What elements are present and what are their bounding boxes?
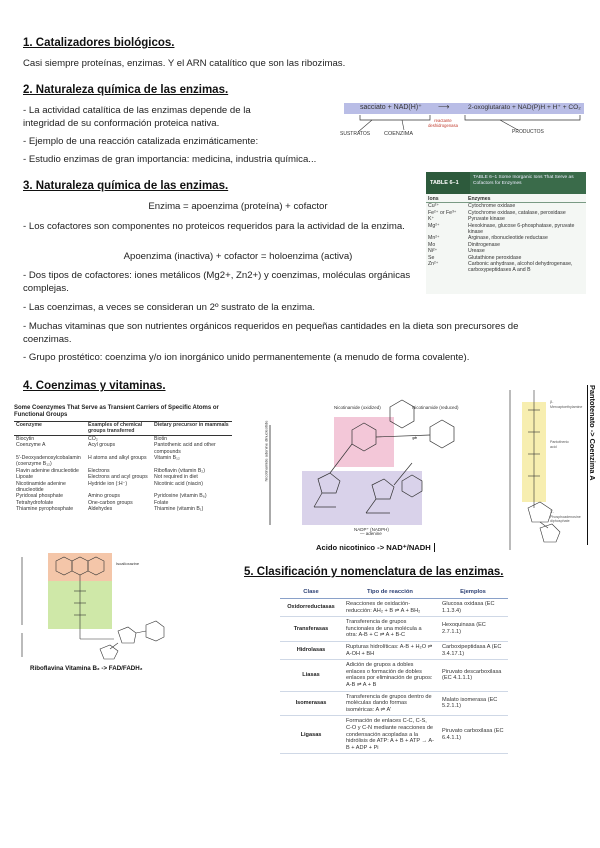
ion-enzyme-cell: Urease xyxy=(468,248,485,255)
class-reaction-cell: Rupturas hidrolíticas: A-B + H₂O ⇌ A-OH + BH xyxy=(342,641,438,659)
coenzyme-precursor-cell: Biotin xyxy=(154,435,167,442)
fad-structure xyxy=(18,553,188,665)
coenzyme-head-precursor: Dietary precursor in mammals xyxy=(154,422,229,428)
class-class-cell: Hidrolasas xyxy=(280,641,342,659)
section-2-title: 2. Naturaleza química de las enzimas. xyxy=(23,84,229,96)
s3-equation-2: Apoenzima (inactiva) + cofactor = holoenzima (activa) xyxy=(123,251,353,262)
s3-paragraph-2: - Dos tipos de cofactores: iones metálicos (Mg2+, Zn2+) y coenzimas, moléculas orgánicas complejas. xyxy=(23,270,411,294)
reaction-label-substrates: SUSTRATOS xyxy=(340,131,371,137)
coa-part-1: β-Mercaptoethylamine xyxy=(550,400,583,409)
class-reaction-cell: Transferencia de grupos funcionales de una molécula a otra: A-B + C ⇌ A + B-C xyxy=(342,617,438,642)
coa-part-2: Pantothenic acid xyxy=(550,440,569,449)
class-row xyxy=(280,716,508,754)
svg-text:— adenine: — adenine xyxy=(360,531,382,536)
coenzyme-group-cell: Electrons and acyl groups xyxy=(88,474,148,481)
class-row xyxy=(280,599,508,617)
coenzyme-precursor-cell: Pyridoxine (vitamin B₆) xyxy=(154,493,207,500)
ion-enzyme-cell: Cytochrome oxidase xyxy=(468,203,516,210)
nad-caption: Acido nicotinico -> NAD⁺/NADH xyxy=(316,543,435,552)
coenzyme-head-name: Coenzyme xyxy=(16,422,42,428)
coenzyme-precursor-cell: Riboflavin (vitamin B₂) xyxy=(154,467,206,474)
reaction-label-red: reactante deshidrogenasa xyxy=(428,118,458,128)
section-1-text: Casi siempre proteínas, enzimas. Y el ARN catalítico que son las ribozimas. xyxy=(23,58,346,69)
ion-ion-cell: K⁺ xyxy=(428,216,435,223)
class-row xyxy=(280,660,508,691)
reaction-right: 2-oxoglutarato + NAD(P)H + H⁺ + CO₂ xyxy=(468,104,581,111)
class-example-cell: Malato isomerasa (EC 5.2.1.1) xyxy=(438,691,508,716)
ion-enzyme-cell: Hexokinase, glucose 6-phosphatase, pyruvate kinase xyxy=(468,222,575,236)
coenzyme-name-cell: Biocytin xyxy=(16,435,35,442)
nad-reduced-label: Nicotinamide (reduced) xyxy=(412,405,459,410)
reaction-brackets xyxy=(340,100,588,140)
ion-enzyme-cell: Cytochrome oxidase, catalase, peroxidase xyxy=(468,209,566,216)
section-3-title: 3. Naturaleza química de las enzimas. xyxy=(23,180,229,192)
coenzyme-group-cell: Hydride ion (:H⁻) xyxy=(88,480,128,487)
class-example-cell: Piruvato carboxilasa (EC 6.4.1.1) xyxy=(438,716,508,754)
class-head-class: Clase xyxy=(280,586,342,599)
class-row xyxy=(280,617,508,642)
coenzyme-name-cell: Pyridoxal phosphate xyxy=(16,493,64,500)
coenzyme-name-cell: Flavin adenine dinucleotide xyxy=(16,467,79,474)
s2-bullet-2: - Ejemplo de una reacción catalizada enzimáticamente: xyxy=(23,136,259,147)
coenzyme-row xyxy=(14,435,232,442)
ion-enzyme-cell: Glutathione peroxidase xyxy=(468,254,522,261)
s3-paragraph-5: - Grupo prostético: coenzima y/o ion inorgánico unido permanentemente (a menudo de forma covalente). xyxy=(23,352,470,363)
coenzyme-row xyxy=(14,481,232,494)
reaction-figure xyxy=(340,100,588,140)
ion-ion-cell: Se xyxy=(428,254,435,261)
ion-enzyme-cell: Dinitrogenase xyxy=(468,241,501,248)
ion-table-caption: TABLE 6–1 Some Inorganic Ions That Serve as Cofactors for Enzymes xyxy=(470,172,586,194)
coenzyme-name-cell: 5'-Deoxyadenosylcobalamin (coenzyme B₁₂) xyxy=(16,455,81,468)
classification-table xyxy=(280,586,508,754)
class-row xyxy=(280,641,508,659)
class-row xyxy=(280,691,508,716)
class-example-cell: Carboxipeptidasa A (EC 3.4.17.1) xyxy=(438,641,508,659)
svg-text:⇌: ⇌ xyxy=(412,436,418,442)
section-5-title: 5. Clasificación y nomenclatura de las enzimas. xyxy=(244,566,504,578)
s3-paragraph-4: - Muchas vitaminas que son nutrientes orgánicos requeridos en pequeñas cantidades en la dieta son precursores de coenzimas. xyxy=(23,321,519,345)
coenzyme-precursor-cell: Pantothenic acid and other compounds xyxy=(154,442,216,455)
ion-head-ions: Ions xyxy=(428,196,439,202)
coenzyme-table-head xyxy=(14,422,232,436)
coenzyme-precursor-cell: Not required in diet xyxy=(154,474,198,481)
coenzyme-name-cell: Lipoate xyxy=(16,474,34,481)
coenzyme-row xyxy=(14,442,232,455)
s2-bullet-1: - La actividad catalítica de las enzimas depende de la xyxy=(23,105,251,116)
classification-table-block xyxy=(280,586,508,751)
coenzyme-name-cell: Tetrahydrofolate xyxy=(16,499,54,506)
coenzyme-group-cell: CO₂ xyxy=(88,435,98,442)
reaction-left: sacciato + NAD(H)⁺ xyxy=(360,104,422,111)
ion-ion-cell: Ni²⁺ xyxy=(428,248,438,255)
class-head-reaction: Tipo de reacción xyxy=(342,586,438,599)
class-example-cell: Piruvato descarboxilasa (EC 4.1.1.1) xyxy=(438,660,508,691)
ion-enzyme-cell: Arginase, ribonucleotide reductase xyxy=(468,235,548,242)
ion-ion-cell: Cu²⁺ xyxy=(428,203,440,210)
coenzyme-group-cell: One-carbon groups xyxy=(88,499,133,506)
s3-equation-1: Enzima = apoenzima (proteína) + cofactor xyxy=(148,201,328,212)
class-reaction-cell: Adición de grupos a dobles enlaces o formación de dobles enlaces por eliminación de grupos: A-B ⇌ A + B xyxy=(342,660,438,691)
class-class-cell: Isomerasas xyxy=(280,691,342,716)
coenzyme-precursor-cell: Vitamin B₁₂ xyxy=(154,455,180,462)
ion-ion-cell: Fe²⁺ or Fe³⁺ xyxy=(428,209,457,216)
class-reaction-cell: Transferencia de grupos dentro de moléculas dando formas isoméricas: A ⇌ A' xyxy=(342,691,438,716)
coenzyme-precursor-cell: Nicotinic acid (niacin) xyxy=(154,480,204,487)
reaction-arrow: ⟶ xyxy=(438,102,450,111)
s3-paragraph-1: - Los cofactores son componentes no proteicos requeridos para la actividad de la enzima. xyxy=(23,221,405,232)
ion-ion-cell: Mg²⁺ xyxy=(428,222,440,229)
coenzyme-precursor-cell: Thiamine (vitamin B₁) xyxy=(154,506,204,513)
coenzyme-table xyxy=(14,421,232,513)
coa-part-3: 3'-Phosphoadenosine diphosphate xyxy=(550,510,581,523)
coenzyme-name-cell: Thiamine pyrophosphate xyxy=(16,506,74,513)
class-reaction-cell: Reacciones de oxidación-reducción: AH₂ + B ⇌ A + BH₂ xyxy=(342,599,438,617)
ion-cofactor-table xyxy=(426,172,586,294)
class-class-cell: Transferasas xyxy=(280,617,342,642)
nad-foot-label: NADP⁺ (NADPH) xyxy=(354,527,389,532)
coenzyme-row xyxy=(14,455,232,468)
ion-row xyxy=(426,223,586,236)
coenzyme-head-groups: Examples of chemical groups transferred xyxy=(88,422,143,435)
ion-head-enzymes: Enzymes xyxy=(468,196,491,202)
ion-ion-cell: Zn²⁺ xyxy=(428,261,439,268)
coenzyme-group-cell: Aldehydes xyxy=(88,506,113,513)
reaction-label-coenzyme: COENZIMA xyxy=(384,131,414,137)
coa-caption: Pantotenato -> Coenzima A xyxy=(587,385,597,545)
coenzyme-group-cell: Electrons xyxy=(88,467,110,474)
ion-enzyme-cell: Carbonic anhydrase, alcohol dehydrogenase, carboxypeptidases A and B xyxy=(468,261,573,274)
class-class-cell: Ligasas xyxy=(280,716,342,754)
class-class-cell: Liasas xyxy=(280,660,342,691)
s3-paragraph-3: - Las coenzimas, a veces se consideran un 2º sustrato de la enzima. xyxy=(23,302,316,313)
nad-figure xyxy=(262,385,497,555)
coenzyme-name-cell: Nicotinamide adenine dinucleotide xyxy=(16,480,66,494)
coenzyme-name-cell: Coenzyme A xyxy=(16,442,46,449)
nad-side-label: Nicotinamide adenine dinucleotide xyxy=(263,420,269,482)
nad-oxidized-label: Nicotinamide (oxidized) xyxy=(334,405,381,410)
class-head-examples: Ejemplos xyxy=(438,586,508,599)
coa-figure xyxy=(500,380,596,558)
class-reaction-cell: Formación de enlaces C-C, C-S, C-O y C-N mediante reacciones de condensación acopladas a la hidrólisis de ATP: A + B + ATP → A-B + ADP + Pi xyxy=(342,716,438,754)
ion-table-caption-row xyxy=(426,172,586,194)
section-4-title: 4. Coenzimas y vitaminas. xyxy=(23,380,166,392)
fad-caption: Riboflavina Vitamina B₂ -> FAD/FADH₂ xyxy=(30,665,143,672)
coenzyme-group-cell: H atoms and alkyl groups xyxy=(88,455,147,462)
ion-ion-cell: Mn²⁺ xyxy=(428,235,440,242)
coenzyme-group-cell: Acyl groups xyxy=(88,442,116,449)
coenzyme-precursor-cell: Folate xyxy=(154,499,169,506)
class-class-cell: Oxidorreductasas xyxy=(280,599,342,617)
ion-ion-cell: Mo xyxy=(428,241,436,248)
classification-head xyxy=(280,586,508,599)
coenzyme-table-block xyxy=(14,405,232,545)
ion-table-label: TABLE 6–1 xyxy=(426,172,470,194)
coenzyme-table-caption: Some Coenzymes That Serve as Transient Carriers of Specific Atoms or Functional Groups xyxy=(14,405,219,418)
coenzyme-group-cell: Amino groups xyxy=(88,493,121,500)
fad-figure xyxy=(18,553,188,678)
s2-bullet-3: - Estudio enzimas de gran importancia: medicina, industria química... xyxy=(23,154,317,165)
coenzyme-row xyxy=(14,506,232,512)
class-example-cell: Hexoquinasa (EC 2.7.1.1) xyxy=(438,617,508,642)
reaction-label-products: PRODUCTOS xyxy=(512,129,544,135)
ion-enzyme-cell: Pyruvate kinase xyxy=(468,216,505,223)
fad-box-label: Isoalloxazine xyxy=(116,561,140,566)
section-1-title: 1. Catalizadores biológicos. xyxy=(23,37,175,49)
class-example-cell: Glucosa oxidasa (EC 1.1.3.4) xyxy=(438,599,508,617)
s2-bullet-1b: integridad de su conformación proteica nativa. xyxy=(23,118,220,129)
